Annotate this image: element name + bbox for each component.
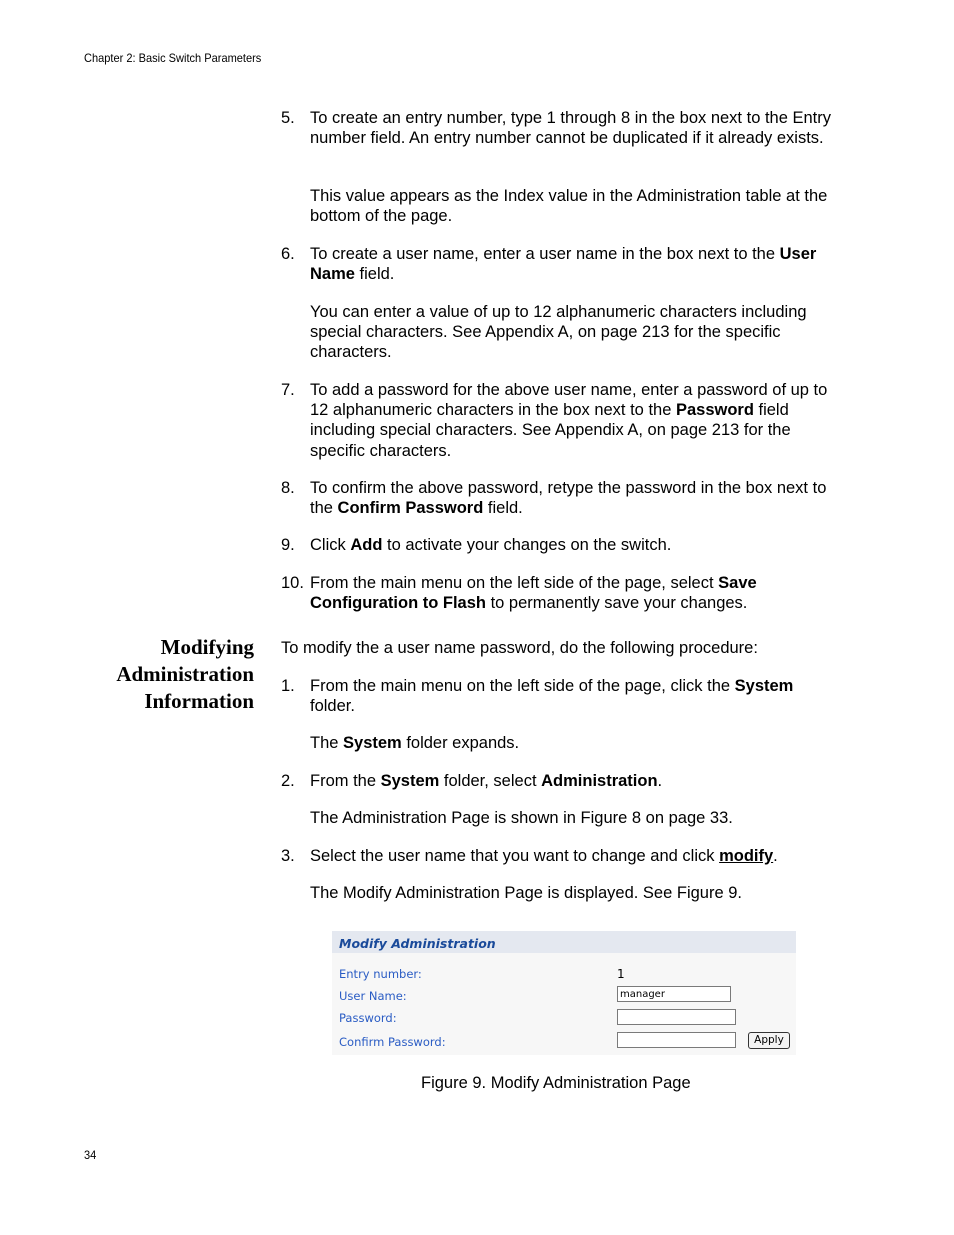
step-number: 7. — [281, 381, 295, 399]
apply-button[interactable]: Apply — [748, 1032, 790, 1049]
step-text: From the System folder, select Administration. — [310, 772, 663, 790]
page-number: 34 — [84, 1148, 97, 1162]
modify-administration-panel — [332, 931, 796, 1055]
panel-title: Modify Administration — [339, 936, 496, 951]
confirm-password-label: Confirm Password: — [339, 1035, 446, 1049]
password-field[interactable] — [617, 1009, 736, 1025]
step-number: 6. — [281, 245, 295, 263]
modify-link[interactable]: modify — [719, 847, 774, 865]
step-number: 10. — [281, 574, 304, 592]
step-number: 1. — [281, 677, 295, 695]
step-text: From the main menu on the left side of the page, click the System folder. — [310, 677, 794, 716]
step-6-note: You can enter a value of up to 12 alphanumeric characters including special characters. See Appendix A, on page 213 for the specific characters. — [310, 303, 807, 362]
user-name-label: User Name: — [339, 989, 407, 1003]
user-name-field[interactable]: manager — [617, 986, 731, 1002]
step-number: 9. — [281, 536, 295, 554]
entry-number-label: Entry number: — [339, 967, 422, 981]
step-number: 3. — [281, 847, 295, 865]
figure-caption: Figure 9. Modify Administration Page — [421, 1074, 691, 1092]
step-text: To create a user name, enter a user name in the box next to the User Name field. — [310, 245, 817, 284]
step-number: 5. — [281, 109, 295, 127]
section-heading: Modifying Administration Information — [116, 635, 254, 713]
procedure-step-3-note: The Modify Administration Page is displayed. See Figure 9. — [310, 884, 742, 902]
step-text: Click Add to activate your changes on the switch. — [310, 536, 672, 554]
confirm-password-field[interactable] — [617, 1032, 736, 1048]
step-5-note: This value appears as the Index value in the Administration table at the bottom of the page. — [310, 187, 828, 226]
password-label: Password: — [339, 1011, 397, 1025]
step-text: From the main menu on the left side of the page, select Save Configuration to Flash to permanently save your changes. — [310, 574, 757, 613]
running-header: Chapter 2: Basic Switch Parameters — [84, 51, 262, 65]
entry-number-value: 1 — [617, 967, 625, 981]
step-number: 8. — [281, 479, 295, 497]
step-text: To add a password for the above user name, enter a password of up to 12 alphanumeric characters in the box next to the Password field including special characters. See Appendix A, on page 213 for the specific characters. — [310, 381, 828, 460]
procedure-step-1-note: The System folder expands. — [310, 734, 520, 752]
panel-title-bar — [332, 931, 796, 953]
step-text: To create an entry number, type 1 through 8 in the box next to the Entry number field. An entry number cannot be duplicated if it already exists. — [310, 109, 831, 148]
step-number: 2. — [281, 772, 295, 790]
procedure-step-2-note: The Administration Page is shown in Figure 8 on page 33. — [310, 809, 733, 827]
step-text: Select the user name that you want to change and click modify. — [310, 847, 778, 865]
section-intro: To modify the a user name password, do the following procedure: — [281, 639, 758, 657]
step-text: To confirm the above password, retype the password in the box next to the Confirm Password field. — [310, 479, 827, 518]
